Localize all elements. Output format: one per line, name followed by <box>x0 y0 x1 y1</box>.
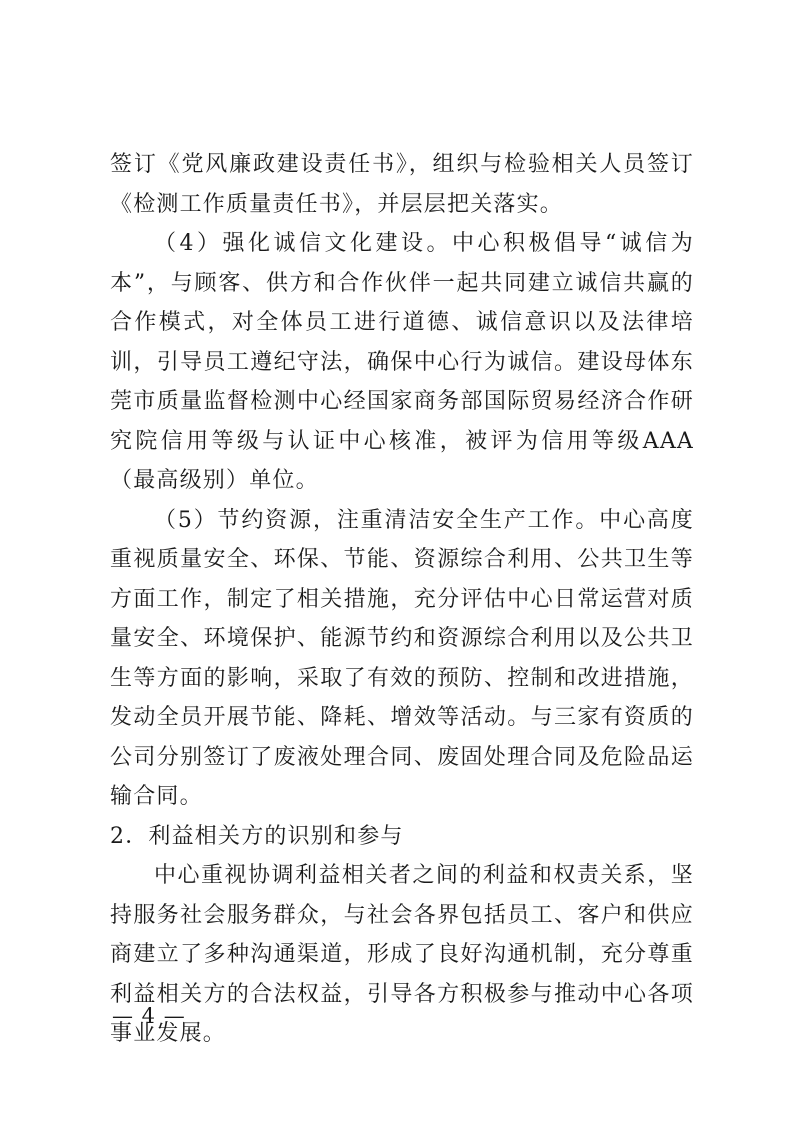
paragraph-resource-saving: （5）节约资源，注重清洁安全生产工作。中心高度重视质量安全、环保、节能、资源综合利用、公共卫生等方面工作，制定了相关措施，充分评估中心日常运营对质量安全、环境保护、能源节约和资源综合利用以及公共卫生等方面的影响，采取了有效的预防、控制和改进措施，发动全员开展节能、降耗、增效等活动。与三家有资质的公司分别签订了废液处理合同、废固处理合同及危险品运输合同。 <box>110 507 694 809</box>
page-number: — 4 — <box>112 1004 186 1028</box>
document-body <box>110 145 694 1054</box>
paragraph-responsibility-continuation: 签订《党风廉政建设责任书》，组织与检验相关人员签订《检测工作质量责任书》，并层层把关落实。 <box>110 152 694 217</box>
paragraph-integrity-culture: （4）强化诚信文化建设。中心积极倡导“诚信为本”，与顾客、供方和合作伙伴一起共同建立诚信共赢的合作模式，对全体员工进行道德、诚信意识以及法律培训，引导员工遵纪守法，确保中心行为诚信。建设母体东莞市质量监督检测中心经国家商务部国际贸易经济合作研究院信用等级与认证中心核准，被评为信用等级AAA（最高级别）单位。 <box>110 231 694 493</box>
section-heading-stakeholders: 2．利益相关方的识别和参与 <box>110 823 404 849</box>
paragraph-stakeholder-relations: 中心重视协调利益相关者之间的利益和权责关系，坚持服务社会服务群众，与社会各界包括员工、客户和供应商建立了多种沟通渠道，形成了良好沟通机制，充分尊重利益相关方的合法权益，引导各方积极参与推动中心各项事业发展。 <box>110 863 694 1046</box>
